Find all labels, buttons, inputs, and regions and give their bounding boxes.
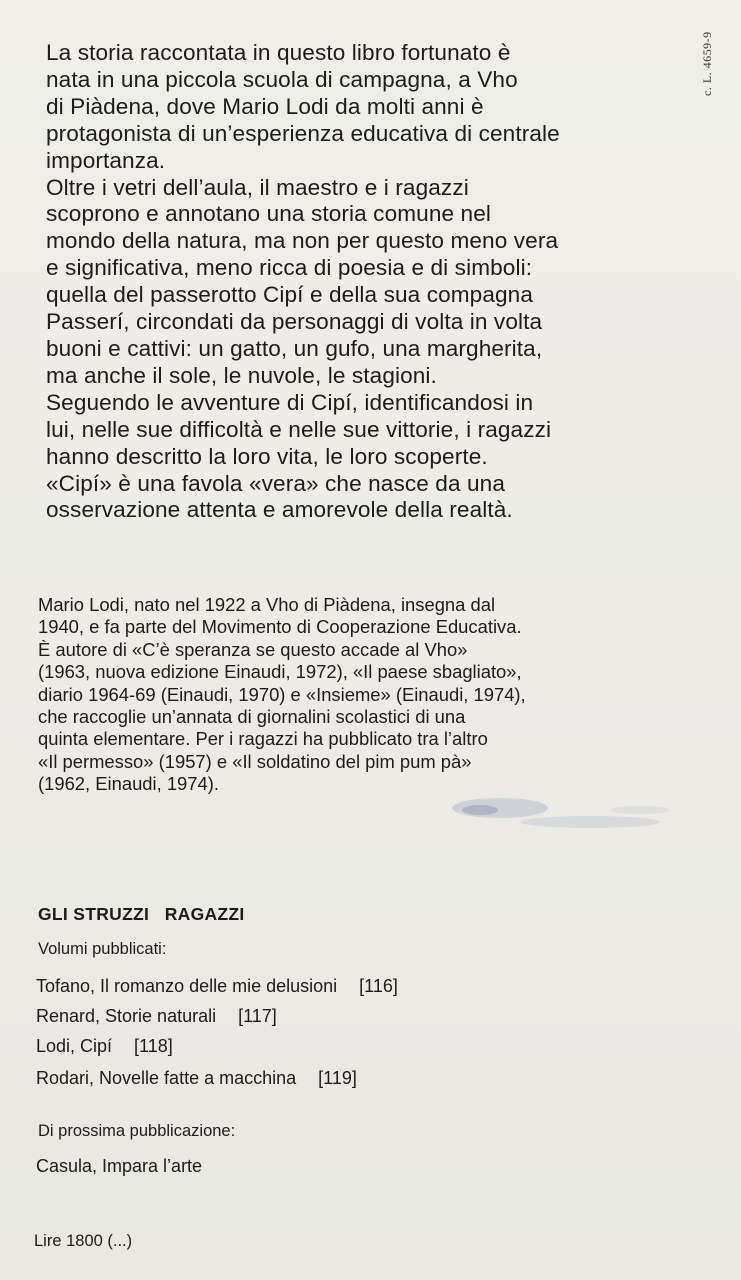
- blurb-line: e significativa, meno ricca di poesia e di simboli:: [46, 255, 533, 281]
- upcoming-title: Casula, Impara l’arte: [36, 1156, 203, 1176]
- blurb-line: osservazione attenta e amorevole della realtà.: [46, 497, 513, 523]
- bio-line: 1940, e fa parte del Movimento di Cooperazione Educativa.: [38, 616, 522, 638]
- volume-number: [119]: [318, 1068, 357, 1088]
- blurb-line: nata in una piccola scuola di campagna, a Vho: [46, 66, 518, 92]
- blurb-line: Passerí, circondati da personaggi di volta in volta: [46, 309, 543, 335]
- catalog-code: c. L. 4659-9: [700, 31, 714, 96]
- bio-line: (1962, Einaudi, 1974).: [38, 773, 219, 795]
- blurb-line: Seguendo le avventure di Cipí, identificandosi in: [46, 389, 534, 415]
- blurb-line: «Cipí» è una favola «vera» che nasce da una: [46, 470, 506, 496]
- bio-line: Mario Lodi, nato nel 1922 a Vho di Piàdena, insegna dal: [38, 594, 496, 615]
- blurb-line: ma anche il sole, le nuvole, le stagioni.: [46, 362, 437, 388]
- blurb-line: protagonista di un’esperienza educativa di centrale: [46, 120, 560, 146]
- author-bio: [38, 594, 718, 796]
- bio-line: quinta elementare. Per i ragazzi ha pubblicato tra l’altro: [38, 728, 488, 750]
- volume-title: Rodari, Novelle fatte a macchina: [36, 1068, 297, 1088]
- volume-item: [36, 976, 398, 997]
- volume-title: Renard, Storie naturali: [36, 1006, 217, 1026]
- blurb-line: quella del passerotto Cipí e della sua compagna: [46, 282, 534, 308]
- bio-line: che raccoglie un’annata di giornalini scolastici di una: [38, 706, 466, 728]
- blurb-line: buoni e cattivi: un gatto, un gufo, una margherita,: [46, 335, 543, 361]
- bio-line: (1963, nuova edizione Einaudi, 1972), «Il paese sbagliato»,: [38, 661, 522, 683]
- blurb-line: importanza.: [46, 147, 166, 173]
- blurb-line: Oltre i vetri dell’aula, il maestro e i ragazzi: [46, 174, 469, 200]
- volume-number: [118]: [134, 1036, 173, 1056]
- volume-title: Tofano, Il romanzo delle mie delusioni: [36, 976, 338, 996]
- series-title: GLI STRUZZI RAGAZZI: [38, 904, 245, 924]
- blurb-line: mondo della natura, ma non per questo meno vera: [46, 228, 559, 254]
- blurb-line: scoprono e annotano una storia comune nel: [46, 201, 491, 227]
- blurb-line: lui, nelle sue difficoltà e nelle sue vittorie, i ragazzi: [46, 416, 552, 442]
- blurb-line: La storia raccontata in questo libro fortunato è: [46, 40, 511, 65]
- volume-item: [36, 1036, 173, 1057]
- volume-item: [36, 1006, 277, 1027]
- volume-number: [117]: [238, 1006, 277, 1026]
- volume-number: [116]: [359, 976, 398, 996]
- volume-title: Lodi, Cipí: [36, 1036, 113, 1056]
- price: Lire 1800 (...): [34, 1232, 133, 1250]
- blurb-line: hanno descritto la loro vita, le loro scoperte.: [46, 443, 488, 469]
- bio-line: È autore di «C’è speranza se questo accade al Vho»: [38, 638, 468, 660]
- volume-item: [36, 1068, 357, 1089]
- published-label: Volumi pubblicati:: [38, 940, 167, 958]
- bio-line: «Il permesso» (1957) e «Il soldatino del pim pum pà»: [38, 750, 472, 772]
- blurb-paragraph: [46, 40, 716, 524]
- blurb-line: di Piàdena, dove Mario Lodi da molti anni è: [46, 93, 484, 119]
- upcoming-label: Di prossima pubblicazione:: [38, 1122, 236, 1140]
- bio-line: diario 1964-69 (Einaudi, 1970) e «Insieme» (Einaudi, 1974),: [38, 683, 526, 705]
